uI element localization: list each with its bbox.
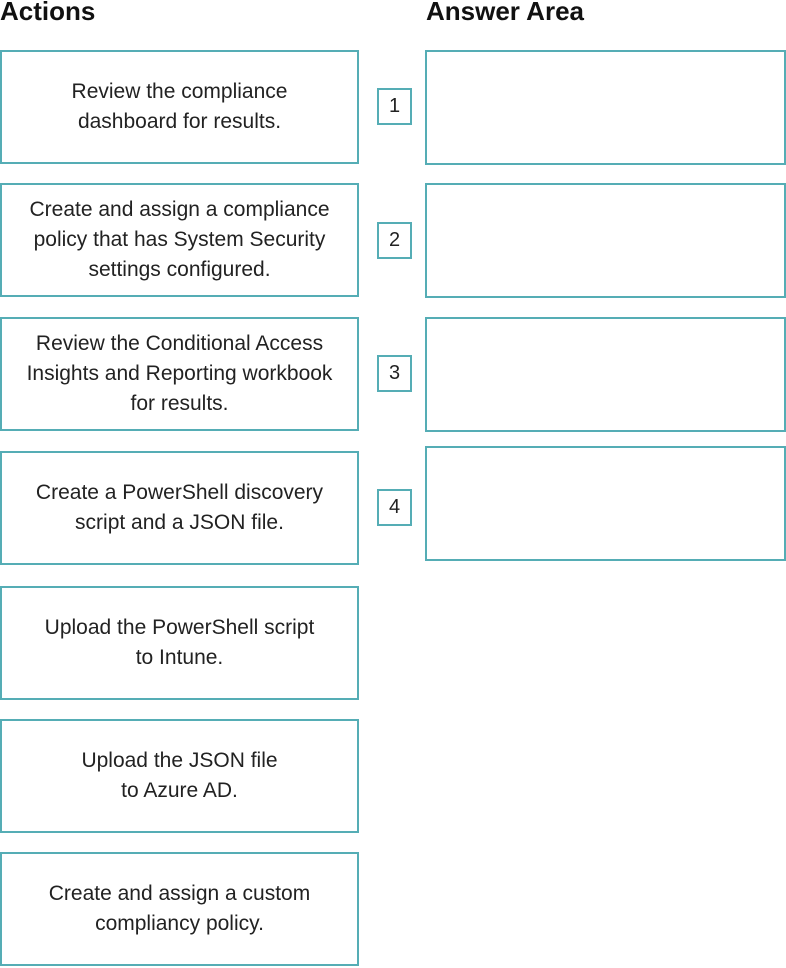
action-card-upload-json-azure-ad[interactable] — [0, 719, 359, 833]
action-label: Upload the PowerShell script to Intune. — [44, 616, 315, 669]
actions-heading: Actions — [0, 0, 96, 26]
action-card-create-compliance-policy[interactable] — [0, 183, 359, 297]
order-number-badge: 1 — [377, 88, 412, 125]
order-number-badge: 2 — [377, 222, 412, 259]
order-number-badge: 4 — [377, 489, 412, 526]
action-label: Create and assign a custom compliancy policy. — [48, 882, 311, 935]
action-card-review-conditional-access-workbook[interactable] — [0, 317, 359, 431]
action-card-create-custom-compliance-policy[interactable] — [0, 852, 359, 966]
answer-slot-4[interactable] — [425, 446, 786, 561]
answer-area-heading: Answer Area — [426, 0, 584, 26]
answer-slot-2[interactable] — [425, 183, 786, 298]
action-label: Upload the JSON file to Azure AD. — [81, 749, 278, 802]
answer-slot-3[interactable] — [425, 317, 786, 432]
order-number-badge: 3 — [377, 355, 412, 392]
action-label: Create and assign a compliance policy that has System Security settings configured. — [29, 198, 330, 281]
action-label: Review the Conditional Access Insights and Reporting workbook for results. — [26, 332, 333, 415]
action-label: Review the compliance dashboard for results. — [71, 80, 288, 133]
action-label: Create a PowerShell discovery script and a JSON file. — [35, 481, 324, 534]
answer-slot-1[interactable] — [425, 50, 786, 165]
action-card-create-discovery-script[interactable] — [0, 451, 359, 565]
action-card-review-compliance-dashboard[interactable] — [0, 50, 359, 164]
action-card-upload-script-intune[interactable] — [0, 586, 359, 700]
